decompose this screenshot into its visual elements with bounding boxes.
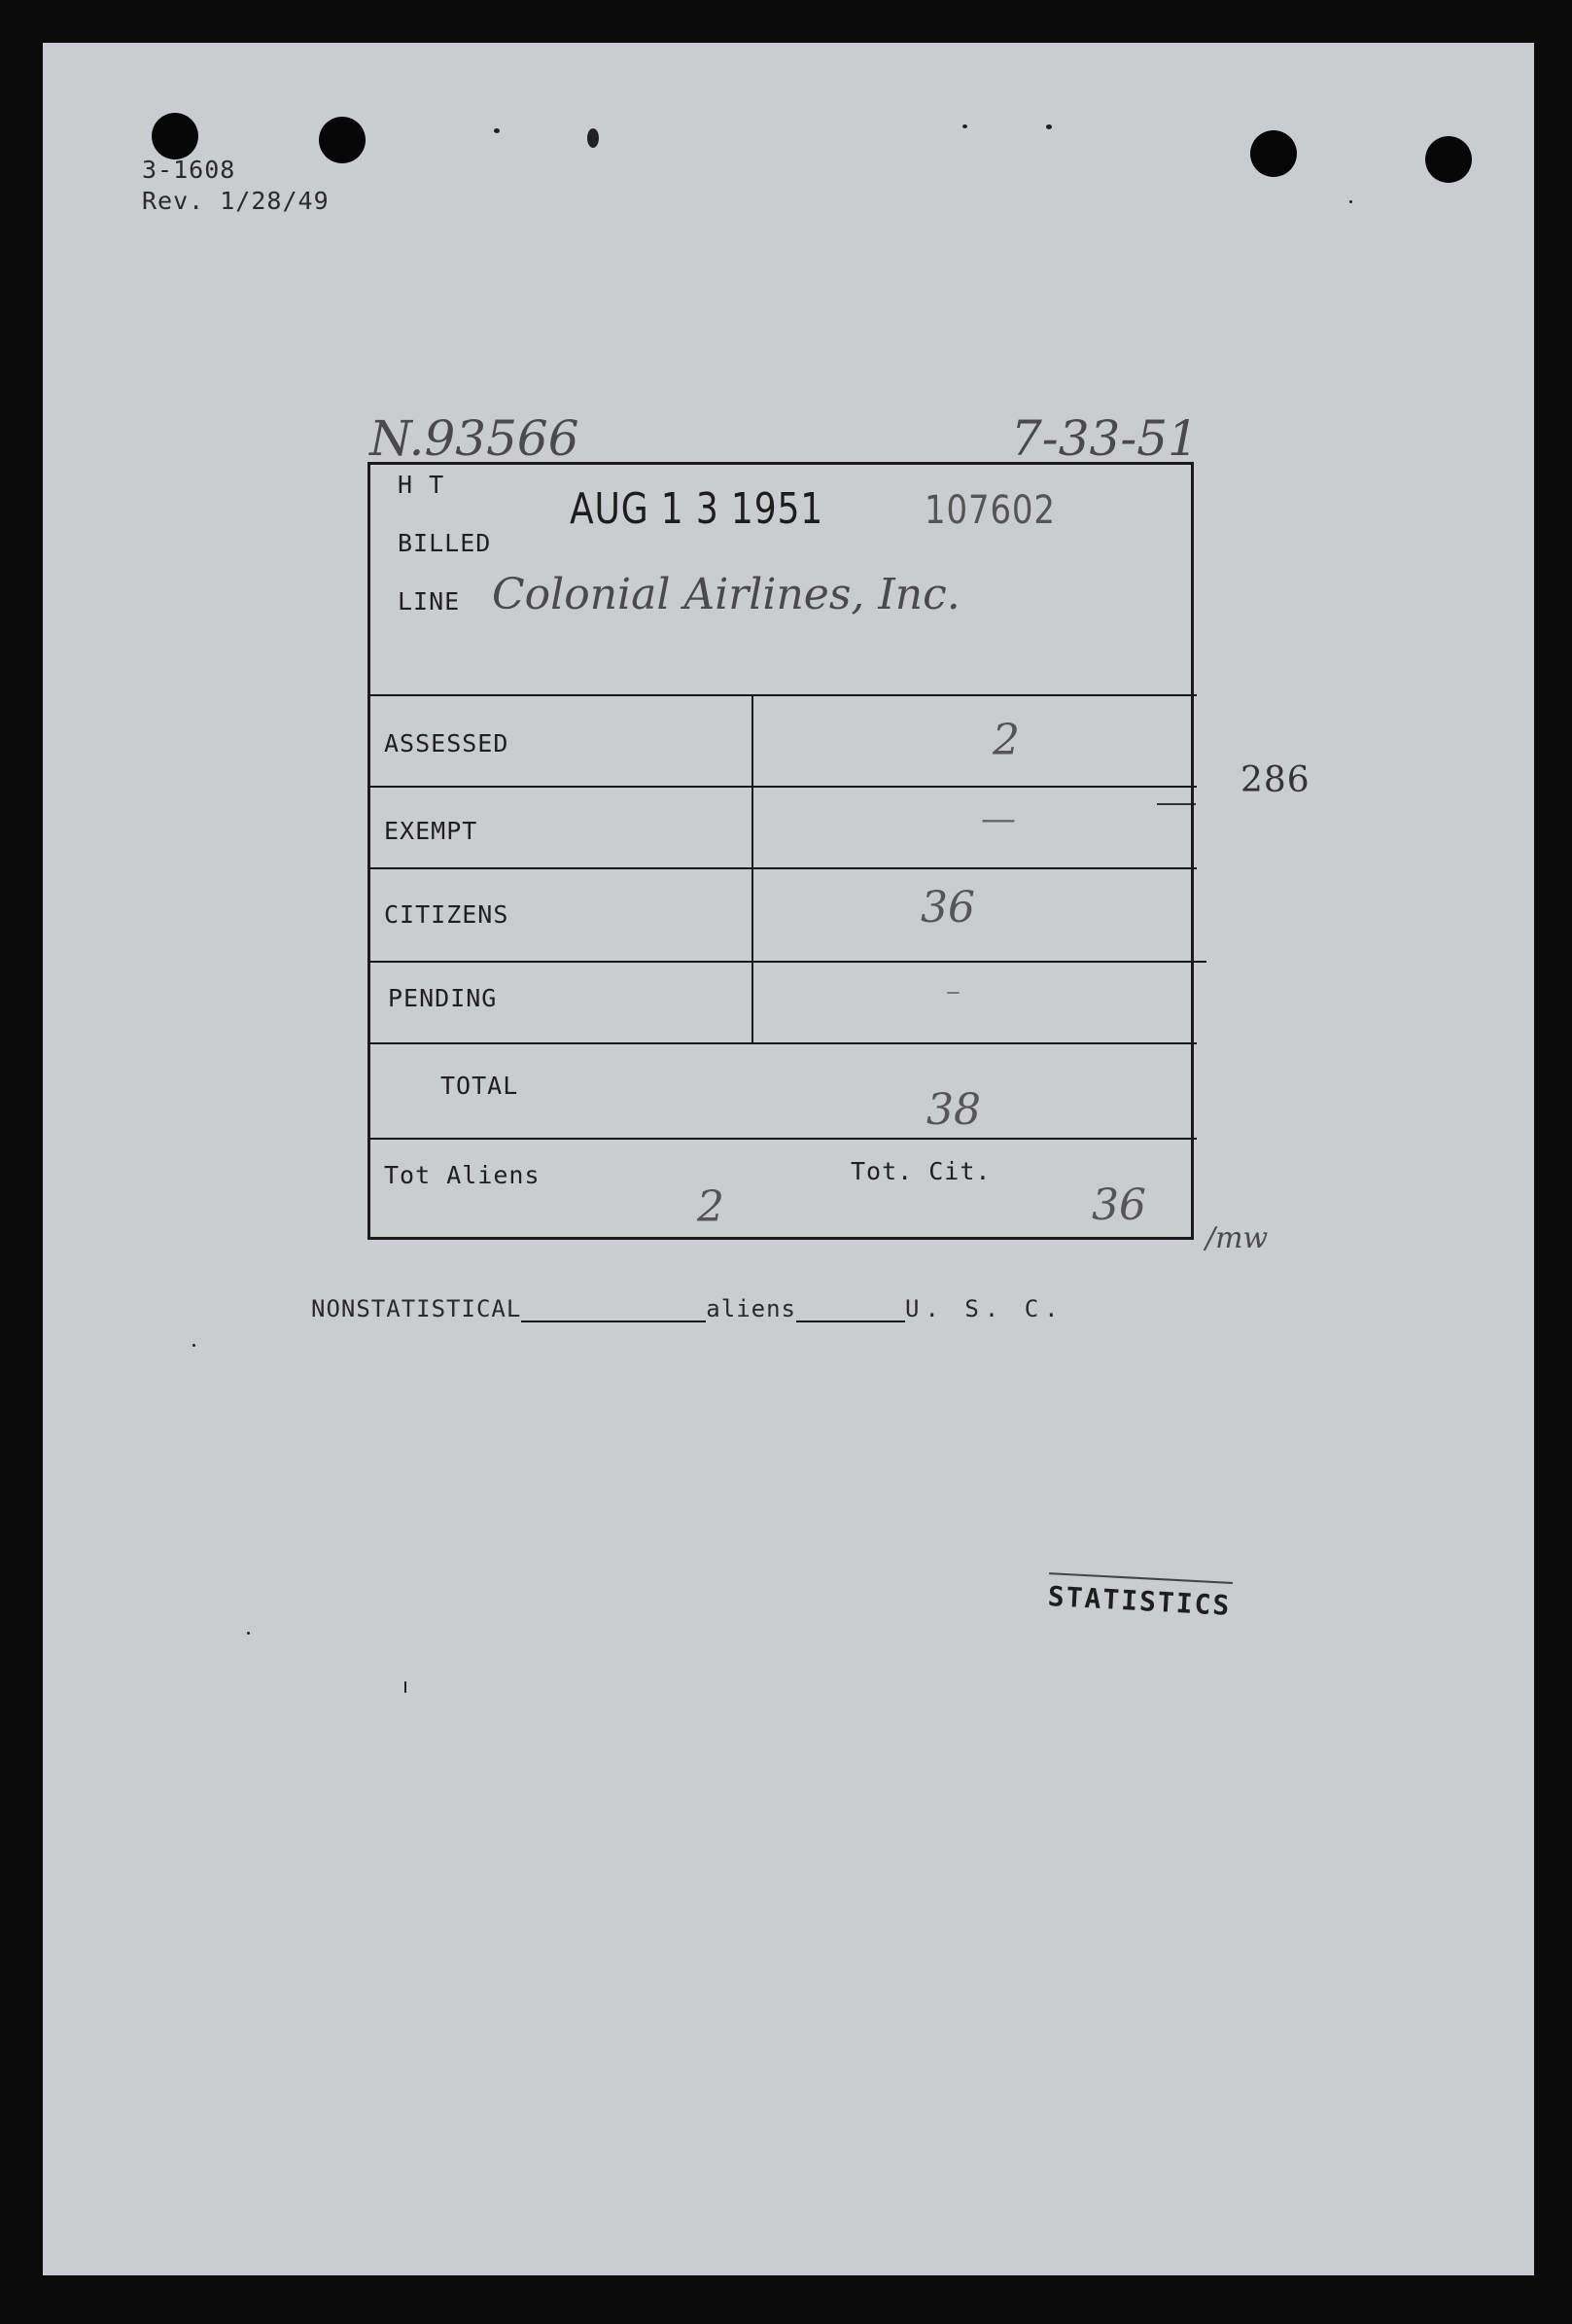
ink-speck bbox=[587, 128, 599, 148]
label-total: TOTAL bbox=[440, 1072, 519, 1100]
punch-hole-2 bbox=[319, 117, 366, 163]
ink-speck bbox=[192, 1344, 195, 1347]
ink-speck bbox=[962, 124, 967, 128]
label-citizens: CITIZENS bbox=[384, 900, 509, 929]
rule-citizens bbox=[370, 961, 1206, 963]
initials: /mw bbox=[1205, 1221, 1269, 1255]
serial-stamp: 107602 bbox=[925, 488, 1056, 533]
ink-speck bbox=[247, 1632, 250, 1635]
blank-aliens-count bbox=[521, 1297, 706, 1322]
column-divider bbox=[751, 694, 753, 1042]
rule-header bbox=[370, 694, 1197, 696]
handwritten-reference-number: N.93566 bbox=[369, 410, 579, 467]
label-line: LINE bbox=[398, 587, 461, 616]
form-number: 3-1608 bbox=[142, 156, 236, 184]
value-tot-aliens: 2 bbox=[697, 1182, 724, 1232]
punch-hole-3 bbox=[1250, 130, 1297, 177]
label-aliens: aliens bbox=[706, 1295, 796, 1322]
label-ht: H T bbox=[398, 471, 445, 499]
statistics-stamp: STATISTICS bbox=[1047, 1572, 1232, 1622]
value-exempt: — bbox=[981, 799, 1016, 839]
label-usc: U. S. C. bbox=[905, 1295, 1065, 1322]
value-total: 38 bbox=[926, 1085, 981, 1135]
handwritten-date: 7-33-51 bbox=[1011, 410, 1199, 467]
document-sheet bbox=[43, 43, 1534, 2275]
label-exempt: EXEMPT bbox=[384, 817, 478, 845]
label-pending: PENDING bbox=[388, 984, 498, 1012]
rule-total bbox=[370, 1138, 1197, 1140]
value-citizens: 36 bbox=[921, 883, 975, 933]
ink-speck bbox=[404, 1681, 406, 1693]
side-number: 286 bbox=[1240, 760, 1310, 800]
label-tot-cit: Tot. Cit. bbox=[851, 1157, 992, 1185]
rule-exempt bbox=[370, 867, 1197, 869]
value-pending: – bbox=[946, 974, 961, 1008]
label-nonstatistical: NONSTATISTICAL bbox=[311, 1295, 522, 1322]
ink-speck bbox=[494, 128, 500, 133]
blank-usc-count bbox=[796, 1297, 905, 1322]
rule-assessed bbox=[370, 786, 1197, 788]
value-assessed: 2 bbox=[993, 716, 1020, 765]
form-revision: Rev. 1/28/49 bbox=[142, 187, 330, 215]
label-assessed: ASSESSED bbox=[384, 729, 509, 757]
value-tot-cit: 36 bbox=[1092, 1180, 1146, 1230]
entry-form-box bbox=[367, 462, 1194, 1240]
label-tot-aliens: Tot Aliens bbox=[384, 1161, 541, 1189]
ink-speck bbox=[1046, 124, 1052, 129]
date-stamp: AUG 1 3 1951 bbox=[570, 484, 824, 534]
punch-hole-4 bbox=[1425, 136, 1472, 183]
line-name: Colonial Airlines, Inc. bbox=[492, 570, 961, 619]
punch-hole-1 bbox=[152, 113, 198, 159]
ink-speck bbox=[1349, 200, 1352, 203]
rule-pending bbox=[370, 1042, 1197, 1044]
nonstatistical-line bbox=[311, 1295, 1065, 1322]
label-billed: BILLED bbox=[398, 529, 492, 557]
